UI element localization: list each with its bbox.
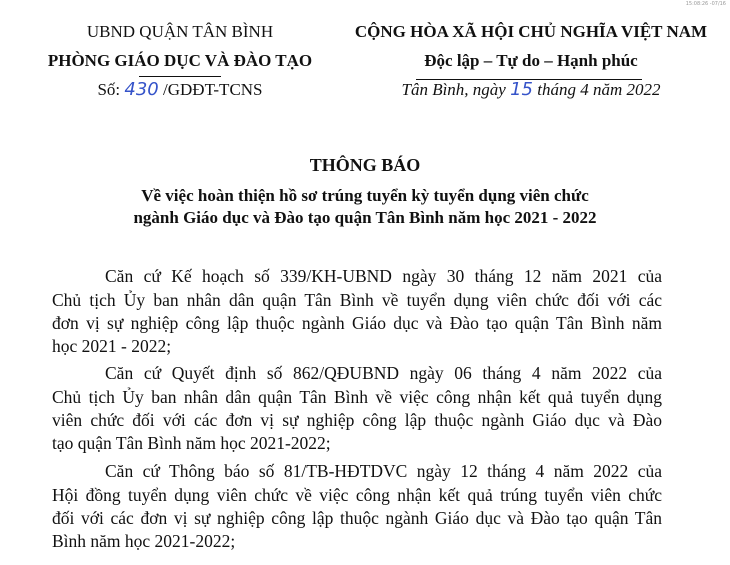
handwritten-number: 430 [124,79,159,100]
para2-line-3: viên chức đối với các đơn vị sự nghiệp công lập thuộc ngành Giáo dục và Đào [52,410,662,430]
para3-line-2: Hội đồng tuyển dụng viên chức về việc công nhận kết quả trúng tuyển viên chức [52,485,662,505]
para1-line-1: Căn cứ Kế hoạch số 339/KH-UBND ngày 30 tháng 12 năm 2021 của [105,266,662,286]
para3-line-1: Căn cứ Thông báo số 81/TB-HĐTDVC ngày 12 tháng 4 năm 2022 của [105,461,662,481]
para2-line-2: Chủ tịch Ủy ban nhân dân quận Tân Bình về việc công nhận kết quả tuyển dụng [52,387,662,407]
date-prefix: Tân Bình, ngày [401,80,506,99]
country-name: CỘNG HÒA XÃ HỘI CHỦ NGHĨA VIỆT NAM [354,22,708,41]
notice-subject-line-2: ngành Giáo dục và Đào tạo quận Tân Bình năm học 2021 - 2022 [133,208,597,227]
date-suffix: tháng 4 năm 2022 [537,80,661,99]
para3-line-4: Bình năm học 2021-2022; [52,531,236,551]
para1-line-2: Chủ tịch Ủy ban nhân dân quận Tân Bình về tuyển dụng viên chức đối với các [52,290,662,310]
department-underline [139,76,221,77]
agency-name: UBND QUẬN TÂN BÌNH [86,22,274,41]
para3-line-3: đối với các đơn vị sự nghiệp công lập thuộc ngành Giáo dục và Đào tạo quận Tân [52,508,662,528]
para1-line-4: học 2021 - 2022; [52,336,172,356]
notice-subject-line-1: Về việc hoàn thiện hồ sơ trúng tuyển kỳ tuyển dụng viên chức [141,186,589,205]
number-suffix: /GDĐT-TCNS [163,80,263,99]
national-motto: Độc lập – Tự do – Hạnh phúc [424,51,638,70]
notice-heading: THÔNG BÁO [309,155,421,175]
para1-line-3: đơn vị sự nghiệp công lập thuộc ngành Giáo dục và Đào tạo quận Tân Bình năm [52,313,662,333]
document-number [30,79,330,100]
para2-line-1: Căn cứ Quyết định số 862/QĐUBND ngày 06 tháng 4 năm 2022 của [105,363,662,383]
number-prefix: Số: [97,80,121,99]
document-date [336,79,726,100]
department-name: PHÒNG GIÁO DỤC VÀ ĐÀO TẠO [47,51,313,70]
print-timestamp: 15:08:26 -07/16 [685,1,726,7]
para2-line-4: tạo quận Tân Bình năm học 2021-2022; [52,433,331,453]
handwritten-day: 15 [510,79,533,100]
